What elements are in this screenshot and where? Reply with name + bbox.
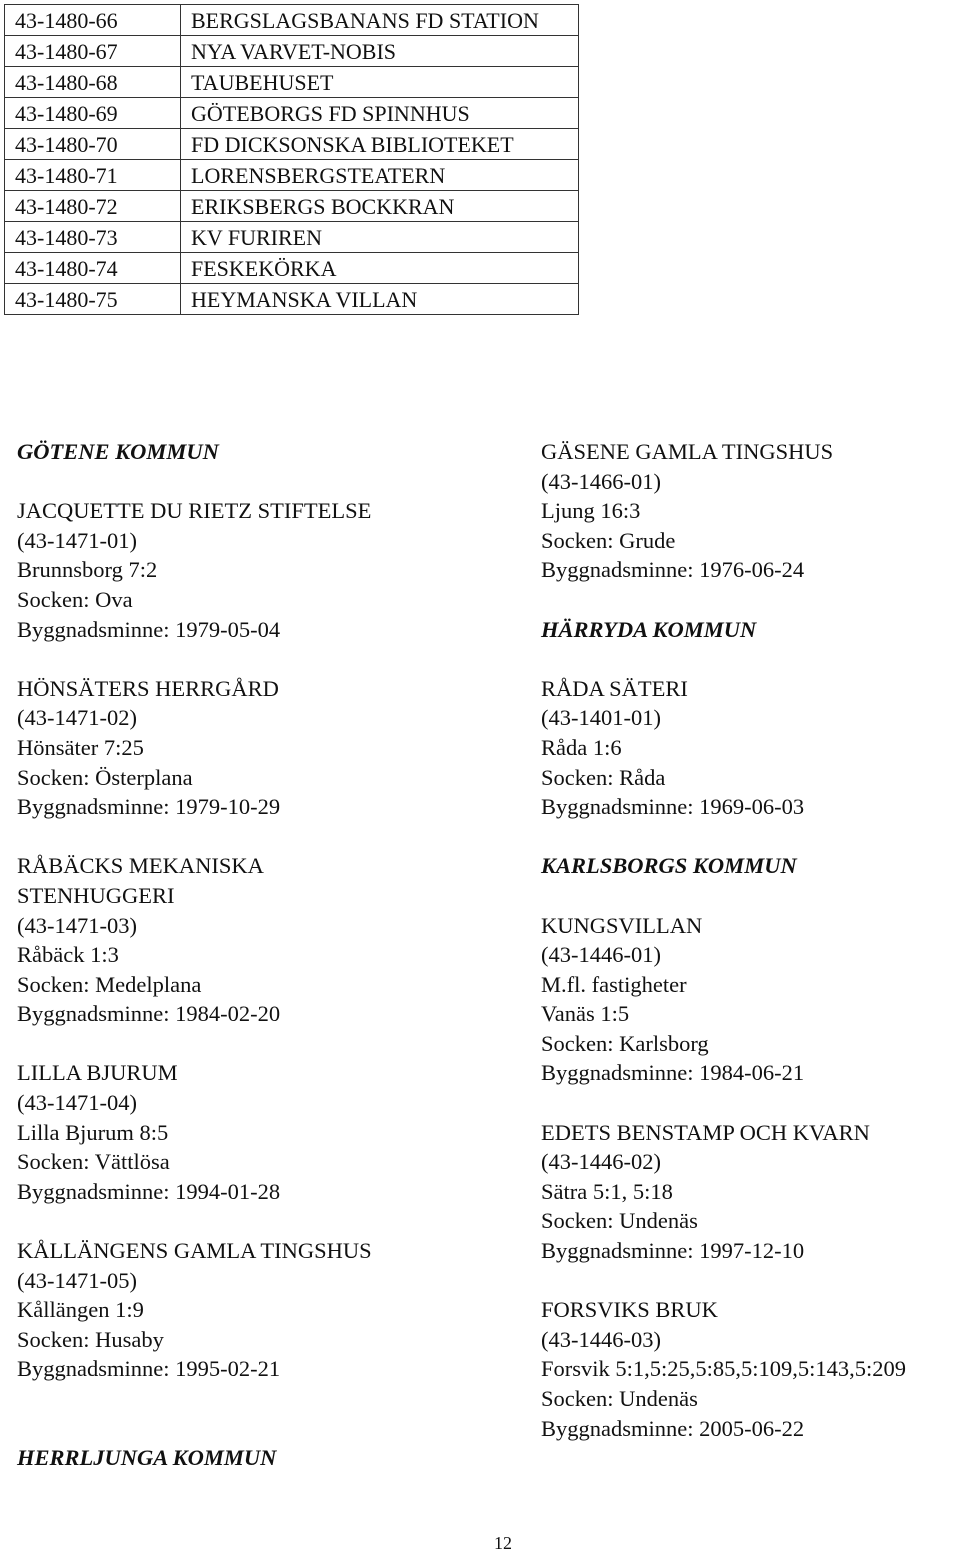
entry-title: RÅDA SÄTERI bbox=[541, 675, 688, 701]
monument-entry bbox=[17, 1058, 517, 1206]
entry-line: (43-1401-01) bbox=[541, 705, 661, 731]
municipality-heading: HÄRRYDA KOMMUN bbox=[541, 616, 757, 642]
table-row bbox=[5, 5, 579, 36]
row-code-cell: 43-1480-67 bbox=[5, 36, 181, 67]
table-row bbox=[5, 36, 579, 67]
row-name-cell: TAUBEHUSET bbox=[181, 67, 579, 98]
entry-title: KÅLLÄNGENS GAMLA TINGSHUS bbox=[17, 1238, 372, 1264]
table-body bbox=[5, 5, 579, 315]
spacer bbox=[541, 881, 960, 911]
entry-line: (43-1471-03) bbox=[17, 912, 137, 938]
entry-line: (43-1446-02) bbox=[541, 1149, 661, 1175]
entry-line: Forsvik 5:1,5:25,5:85,5:109,5:143,5:209 bbox=[541, 1356, 907, 1382]
entry-line: Socken: Ova bbox=[17, 586, 133, 612]
table-row bbox=[5, 67, 579, 98]
entry-line: STENHUGGERI bbox=[17, 882, 175, 908]
row-name-cell: NYA VARVET-NOBIS bbox=[181, 36, 579, 67]
entry-line: Socken: Råda bbox=[541, 764, 666, 790]
spacer bbox=[17, 467, 517, 497]
row-code-cell: 43-1480-75 bbox=[5, 284, 181, 315]
entry-line: Vanäs 1:5 bbox=[541, 1001, 630, 1027]
table-row bbox=[5, 253, 579, 284]
entry-line: Byggnadsminne: 1997-12-10 bbox=[541, 1238, 805, 1264]
row-name-cell: FD DICKSONSKA BIBLIOTEKET bbox=[181, 129, 579, 160]
entry-line: (43-1446-03) bbox=[541, 1326, 661, 1352]
row-name-cell: HEYMANSKA VILLAN bbox=[181, 284, 579, 315]
row-code-cell: 43-1480-69 bbox=[5, 98, 181, 129]
table-row bbox=[5, 222, 579, 253]
spacer bbox=[541, 1088, 960, 1118]
monument-entry bbox=[17, 496, 517, 644]
municipality-heading: HERRLJUNGA KOMMUN bbox=[17, 1445, 277, 1471]
entry-line: Byggnadsminne: 1984-02-20 bbox=[17, 1001, 281, 1027]
table-row bbox=[5, 160, 579, 191]
entry-title: KUNGSVILLAN bbox=[541, 912, 703, 938]
entry-line: Ljung 16:3 bbox=[541, 498, 641, 524]
spacer bbox=[541, 585, 960, 615]
entry-line: (43-1446-01) bbox=[541, 942, 661, 968]
spacer bbox=[541, 822, 960, 852]
entry-title: JACQUETTE DU RIETZ STIFTELSE bbox=[17, 498, 372, 524]
entry-title: EDETS BENSTAMP OCH KVARN bbox=[541, 1119, 870, 1145]
spacer bbox=[541, 1266, 960, 1296]
entry-line: Socken: Vättlösa bbox=[17, 1149, 170, 1175]
right-column bbox=[541, 437, 960, 1443]
building-register-table bbox=[4, 4, 579, 315]
row-name-cell: BERGSLAGSBANANS FD STATION bbox=[181, 5, 579, 36]
monument-entry bbox=[541, 437, 960, 585]
entry-line: (43-1471-04) bbox=[17, 1090, 137, 1116]
spacer bbox=[17, 1414, 517, 1444]
row-name-cell: ERIKSBERGS BOCKKRAN bbox=[181, 191, 579, 222]
entry-line: Byggnadsminne: 1976-06-24 bbox=[541, 557, 805, 583]
table-row bbox=[5, 129, 579, 160]
monument-entry bbox=[541, 1295, 960, 1443]
entry-line: Brunnsborg 7:2 bbox=[17, 557, 158, 583]
row-code-cell: 43-1480-68 bbox=[5, 67, 181, 98]
municipality-heading: GÖTENE KOMMUN bbox=[17, 439, 219, 464]
row-code-cell: 43-1480-71 bbox=[5, 160, 181, 191]
entry-line: Sätra 5:1, 5:18 bbox=[541, 1178, 673, 1204]
entry-line: Byggnadsminne: 1995-02-21 bbox=[17, 1356, 281, 1382]
monument-entry bbox=[541, 911, 960, 1089]
row-code-cell: 43-1480-73 bbox=[5, 222, 181, 253]
entry-line: (43-1471-05) bbox=[17, 1267, 137, 1293]
entry-line: Byggnadsminne: 1979-05-04 bbox=[17, 616, 281, 642]
entry-line: Hönsäter 7:25 bbox=[17, 734, 144, 760]
municipality-heading: KARLSBORGS KOMMUN bbox=[541, 853, 797, 879]
entry-line: (43-1471-01) bbox=[17, 527, 137, 553]
entry-line: (43-1466-01) bbox=[541, 468, 661, 494]
monument-entry bbox=[17, 1236, 517, 1384]
entry-line: Lilla Bjurum 8:5 bbox=[17, 1119, 169, 1145]
entry-line: Råda 1:6 bbox=[541, 734, 622, 760]
entry-line: Socken: Grude bbox=[541, 527, 676, 553]
table-row bbox=[5, 98, 579, 129]
table-row bbox=[5, 284, 579, 315]
row-code-cell: 43-1480-74 bbox=[5, 253, 181, 284]
row-name-cell: FESKEKÖRKA bbox=[181, 253, 579, 284]
entry-line: Kållängen 1:9 bbox=[17, 1297, 144, 1323]
entry-line: Socken: Medelplana bbox=[17, 971, 202, 997]
monument-entry bbox=[17, 674, 517, 822]
entry-title: GÄSENE GAMLA TINGSHUS bbox=[541, 439, 834, 464]
left-column bbox=[17, 437, 517, 1473]
table-row bbox=[5, 191, 579, 222]
monument-entry bbox=[541, 674, 960, 822]
row-code-cell: 43-1480-72 bbox=[5, 191, 181, 222]
row-code-cell: 43-1480-66 bbox=[5, 5, 181, 36]
entry-title: FORSVIKS BRUK bbox=[541, 1297, 718, 1323]
spacer bbox=[17, 644, 517, 674]
entry-line: Byggnadsminne: 1969-06-03 bbox=[541, 794, 805, 820]
entry-line: Socken: Husaby bbox=[17, 1326, 164, 1352]
spacer bbox=[17, 1384, 517, 1414]
entry-line: Socken: Undenäs bbox=[541, 1208, 698, 1234]
row-name-cell: KV FURIREN bbox=[181, 222, 579, 253]
spacer bbox=[17, 1206, 517, 1236]
spacer bbox=[541, 644, 960, 674]
row-name-cell: LORENSBERGSTEATERN bbox=[181, 160, 579, 191]
monument-entry bbox=[17, 851, 517, 1029]
entry-line: Byggnadsminne: 1984-06-21 bbox=[541, 1060, 805, 1086]
entry-title: RÅBÄCKS MEKANISKA bbox=[17, 853, 264, 879]
page-number: 12 bbox=[494, 1533, 512, 1553]
spacer bbox=[17, 1029, 517, 1059]
row-code-cell: 43-1480-70 bbox=[5, 129, 181, 160]
monument-entry bbox=[541, 1118, 960, 1266]
entry-line: Byggnadsminne: 1994-01-28 bbox=[17, 1178, 281, 1204]
entry-line: Byggnadsminne: 1979-10-29 bbox=[17, 794, 281, 820]
entry-line: (43-1471-02) bbox=[17, 705, 137, 731]
row-name-cell: GÖTEBORGS FD SPINNHUS bbox=[181, 98, 579, 129]
entry-title: LILLA BJURUM bbox=[17, 1060, 178, 1086]
entry-line: Byggnadsminne: 2005-06-22 bbox=[541, 1415, 805, 1441]
entry-line: Socken: Karlsborg bbox=[541, 1030, 709, 1056]
entry-line: M.fl. fastigheter bbox=[541, 971, 687, 997]
entry-line: Socken: Österplana bbox=[17, 764, 193, 790]
spacer bbox=[17, 822, 517, 852]
entry-line: Socken: Undenäs bbox=[541, 1386, 698, 1411]
entry-title: HÖNSÄTERS HERRGÅRD bbox=[17, 675, 279, 701]
entry-line: Råbäck 1:3 bbox=[17, 942, 119, 968]
